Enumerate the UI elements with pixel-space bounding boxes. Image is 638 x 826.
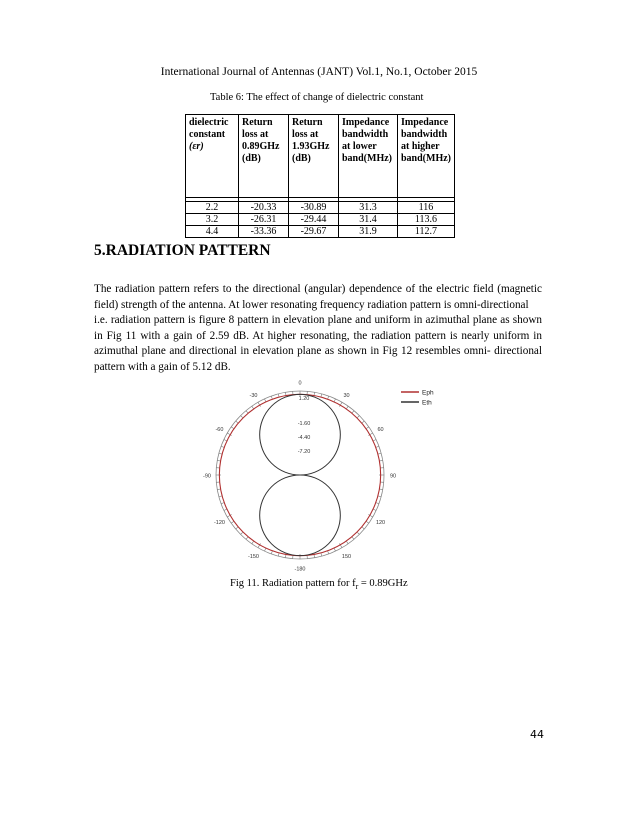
- polar-tick: [271, 396, 272, 399]
- cell: -26.31: [239, 214, 289, 226]
- paragraph: The radiation pattern refers to the directional (angular) dependence of the electric field (magnetic field) strength of the antenna. At lower resonating frequency radiation pattern is omni-directional: [94, 283, 542, 311]
- polar-tick: [224, 440, 227, 441]
- angle-label: -60: [215, 427, 224, 433]
- angle-label: 0: [298, 380, 302, 387]
- polar-tick: [321, 553, 322, 556]
- header-bandwidth-low: Impedance bandwidth at lower band(MHz): [339, 115, 398, 198]
- body-text: [94, 282, 542, 376]
- polar-tick: [241, 416, 243, 418]
- page-number: 44: [530, 728, 544, 741]
- polar-tick: [246, 411, 248, 413]
- polar-tick: [219, 453, 222, 454]
- header-return-loss-low: Return loss at 0.89GHz (dB): [239, 115, 289, 198]
- polar-tick: [328, 551, 329, 554]
- polar-tick: [346, 541, 348, 543]
- polar-tick: [278, 553, 279, 556]
- polar-tick: [217, 460, 220, 461]
- header-dielectric: dielectric constant (εr): [186, 115, 239, 198]
- polar-tick: [271, 551, 272, 554]
- cell: -33.36: [239, 226, 289, 238]
- polar-tick: [328, 396, 329, 399]
- table-header-row: [186, 115, 455, 198]
- polar-tick: [362, 527, 364, 529]
- paragraph: i.e. radiation pattern is figure 8 pattern in elevation plane and uniform in azimuthal plane as shown in Fig 11 with a gain of 2.59 dB. At higher resonating, the radiation pattern is nearly uniform in azimuthal plane and directional in elevation plane as shown in Fig 12 resembles omni- directional pattern with a gain of 5.12 dB.: [94, 314, 542, 373]
- polar-tick: [321, 394, 322, 397]
- angle-label: -30: [249, 392, 258, 399]
- table-caption: Table 6: The effect of change of dielectric constant: [210, 92, 424, 103]
- cell: 31.4: [339, 214, 398, 226]
- polar-tick: [221, 446, 224, 447]
- cell: -29.67: [289, 226, 339, 238]
- polar-tick: [352, 537, 354, 539]
- angle-label: -90: [203, 473, 211, 480]
- polar-tick: [362, 421, 364, 423]
- polar-tick: [378, 496, 381, 497]
- polar-tick: [219, 496, 222, 497]
- polar-tick: [366, 427, 368, 429]
- polar-tick: [380, 489, 383, 490]
- cell: 113.6: [398, 214, 455, 226]
- polar-tick: [265, 399, 266, 402]
- table-row: [186, 226, 455, 238]
- polar-tick: [241, 532, 243, 534]
- cell: -20.33: [239, 202, 289, 214]
- dielectric-table: [185, 114, 455, 238]
- cell: 3.2: [186, 214, 239, 226]
- angle-label: 60: [377, 427, 384, 433]
- polar-tick: [265, 548, 266, 551]
- polar-tick: [221, 503, 224, 504]
- polar-tick: [366, 521, 368, 523]
- cell: -29.44: [289, 214, 339, 226]
- polar-tick: [224, 509, 227, 510]
- journal-header: International Journal of Antennas (JANT) Vol.1, No.1, October 2015: [160, 66, 478, 78]
- polar-tick: [236, 421, 238, 423]
- polar-tick: [314, 555, 315, 558]
- radial-label: 1.20: [298, 396, 310, 402]
- polar-tick: [231, 521, 233, 523]
- cell: 4.4: [186, 226, 239, 238]
- figure-caption: Fig 11. Radiation pattern for $f_r = 0.89GHz$: [230, 578, 408, 592]
- radial-label: -7.20: [297, 449, 311, 455]
- legend-label: Eth: [422, 399, 432, 407]
- table-row: [186, 202, 455, 214]
- polar-tick: [252, 541, 254, 543]
- cell: 31.9: [339, 226, 398, 238]
- polar-tick: [314, 392, 315, 395]
- polar-tick: [285, 392, 286, 395]
- header-return-loss-high: Return loss at 1.93GHz (dB): [289, 115, 339, 198]
- angle-label: 120: [375, 520, 386, 526]
- legend-label: Eph: [422, 389, 434, 397]
- cell: -30.89: [289, 202, 339, 214]
- angle-label: 30: [343, 392, 350, 399]
- polar-tick: [357, 416, 359, 418]
- polar-tick: [217, 489, 220, 490]
- polar-tick: [236, 527, 238, 529]
- polar-tick: [378, 453, 381, 454]
- polar-tick: [373, 440, 376, 441]
- cell: 112.7: [398, 226, 455, 238]
- cell: 2.2: [186, 202, 239, 214]
- series-eth-lower-lobe: [260, 475, 341, 556]
- polar-tick: [376, 446, 379, 447]
- cell: 31.3: [339, 202, 398, 214]
- polar-tick: [334, 548, 335, 551]
- angle-label: -150: [247, 554, 260, 561]
- polar-tick: [380, 460, 383, 461]
- section-title: 5.RADIATION PATTERN: [94, 242, 271, 259]
- angle-label: -120: [213, 520, 225, 526]
- polar-tick: [334, 399, 335, 402]
- polar-tick: [373, 509, 376, 510]
- cell: 116: [398, 202, 455, 214]
- table-row: [186, 214, 455, 226]
- polar-tick: [352, 411, 354, 413]
- polar-tick: [231, 427, 233, 429]
- radial-label: -1.60: [297, 421, 311, 427]
- polar-tick: [346, 406, 348, 408]
- polar-tick: [285, 555, 286, 558]
- polar-tick: [246, 537, 248, 539]
- header-bandwidth-high: Impedance bandwidth at higher band(MHz): [398, 115, 455, 198]
- radial-label: -4.40: [297, 435, 311, 441]
- angle-label: 150: [341, 554, 352, 561]
- polar-tick: [376, 503, 379, 504]
- polar-tick: [278, 394, 279, 397]
- angle-label: 90: [389, 473, 397, 480]
- polar-tick: [357, 532, 359, 534]
- radiation-pattern-chart: [195, 380, 445, 575]
- angle-label: -180: [294, 566, 306, 573]
- polar-tick: [252, 406, 254, 408]
